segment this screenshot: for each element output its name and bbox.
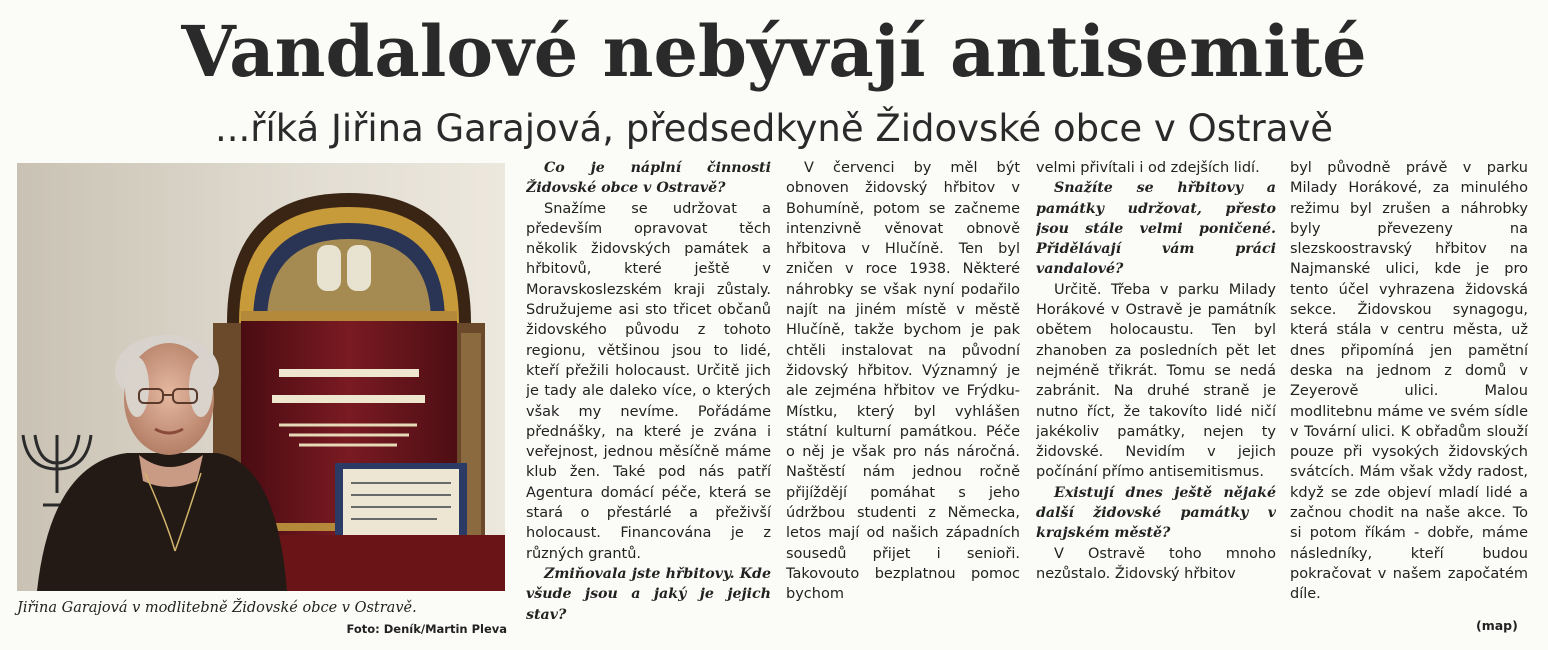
interview-question: Co je náplní činnosti Židovské obce v Ostravě? bbox=[526, 160, 771, 197]
interview-question: Existují dnes ještě nějaké další židovské památky v krajském městě? bbox=[1036, 484, 1276, 542]
article-photo bbox=[17, 163, 505, 591]
article-headline: Vandalové nebývají antisemité bbox=[181, 10, 1367, 93]
interview-answer: V červenci by měl být obnoven židovský hřbitov v Bohumíně, potom se začneme intenzivně věnovat obnově hřbitova v Hlučíně. Ten byl zničen v roce 1938. Některé náhrobky se však nyní podařilo najít na jiném místě v městě Hlučíně, takže bychom je pak chtěli instalovat na původní židovský hřbitov. Významný je ale zejména hřbitov ve Frýdku-Místku, který byl vyhlášen státní kulturní památkou. Péče o něj je však pro nás náročná. Naštěstí nám jednou ročně přijíždějí pomáhat s jeho údržbou studenti z Německa, letos mají od našich západních sousedů přijet i senioři. Takovouto bezplatnou pomoc bychom bbox=[786, 160, 1020, 603]
interview-answer: byl původně právě v parku Milady Horákové, za minulého režimu byl zrušen a náhrobky byly převezeny na slezskoostravský hřbitov na Najmanské ulici, kde je pro tento účel vyhrazena židovská sekce. Židovskou synagogu, která stála v centru města, už dnes připomíná jen pamětní deska na jednom z domů v Zeyerově ulici. Malou modlitebnu máme ve svém sídle v Tovární ulici. K obřadům slouží pouze při vysokých židovských svátcích. Mám však vždy radost, když se zde objeví mladí lidé a začnou chodit na naše akce. To si potom říkám - dobře, máme následníky, kteří budou pokračovat v našem započatém díle. bbox=[1290, 160, 1528, 603]
article-column-4 bbox=[1290, 158, 1528, 646]
author-signature: (map) bbox=[1476, 618, 1518, 633]
article-subheadline: ...říká Jiřina Garajová, předsedkyně Židovské obce v Ostravě bbox=[214, 107, 1334, 150]
interview-answer: Určitě. Třeba v parku Milady Horákové v Ostravě je památník obětem holocaustu. Ten byl zhanoben za posledních pět let nejméně třikrát. Tomu se nedá zabránit. Na druhé straně je nutno říct, že takovíto lidé ničí jakékoliv památky, nejen ty židovské. Nevidím v jejich počínání přímo antisemitismus. bbox=[1036, 281, 1276, 481]
interview-question: Zmiňovala jste hřbitovy. Kde všude jsou a jaký je jejich stav? bbox=[526, 565, 771, 623]
interview-answer: Snažíme se udržovat a především opravovat těch několik židovských památek a hřbitovů, které ještě v Moravskoslezském kraji zůstaly. Sdružujeme asi sto třicet občanů židovského původu z tohoto regionu, většinou jsou to lidé, kteří přežili holocaust. Určitě jich je tady ale daleko více, o kterých však my nevíme. Pořádáme přednášky, na které je zvána i veřejnost, jednou měsíčně máme klub žen. Také pod nás patří Agentura domácí péče, která se stará o přestárlé a přeživší holocaust. Financována je z různých grantů. bbox=[526, 200, 771, 562]
interview-answer: V Ostravě toho mnoho nezůstalo. Židovský hřbitov bbox=[1036, 545, 1276, 582]
interview-answer: velmi přivítali i od zdejších lidí. bbox=[1036, 160, 1260, 176]
article-column-1 bbox=[526, 158, 771, 646]
framed-document bbox=[335, 463, 467, 541]
photo-caption: Jiřina Garajová v modlitebně Židovské obce v Ostravě. bbox=[17, 600, 417, 616]
article-column-3 bbox=[1036, 158, 1276, 646]
article-column-2 bbox=[786, 158, 1020, 646]
photo-credit: Foto: Deník/Martin Pleva bbox=[346, 622, 507, 636]
interview-question: Snažíte se hřbitovy a památky udržovat, přesto jsou stále velmi poničené. Přidělávají vám práci vandalové? bbox=[1036, 180, 1276, 278]
table-cloth bbox=[267, 535, 505, 591]
